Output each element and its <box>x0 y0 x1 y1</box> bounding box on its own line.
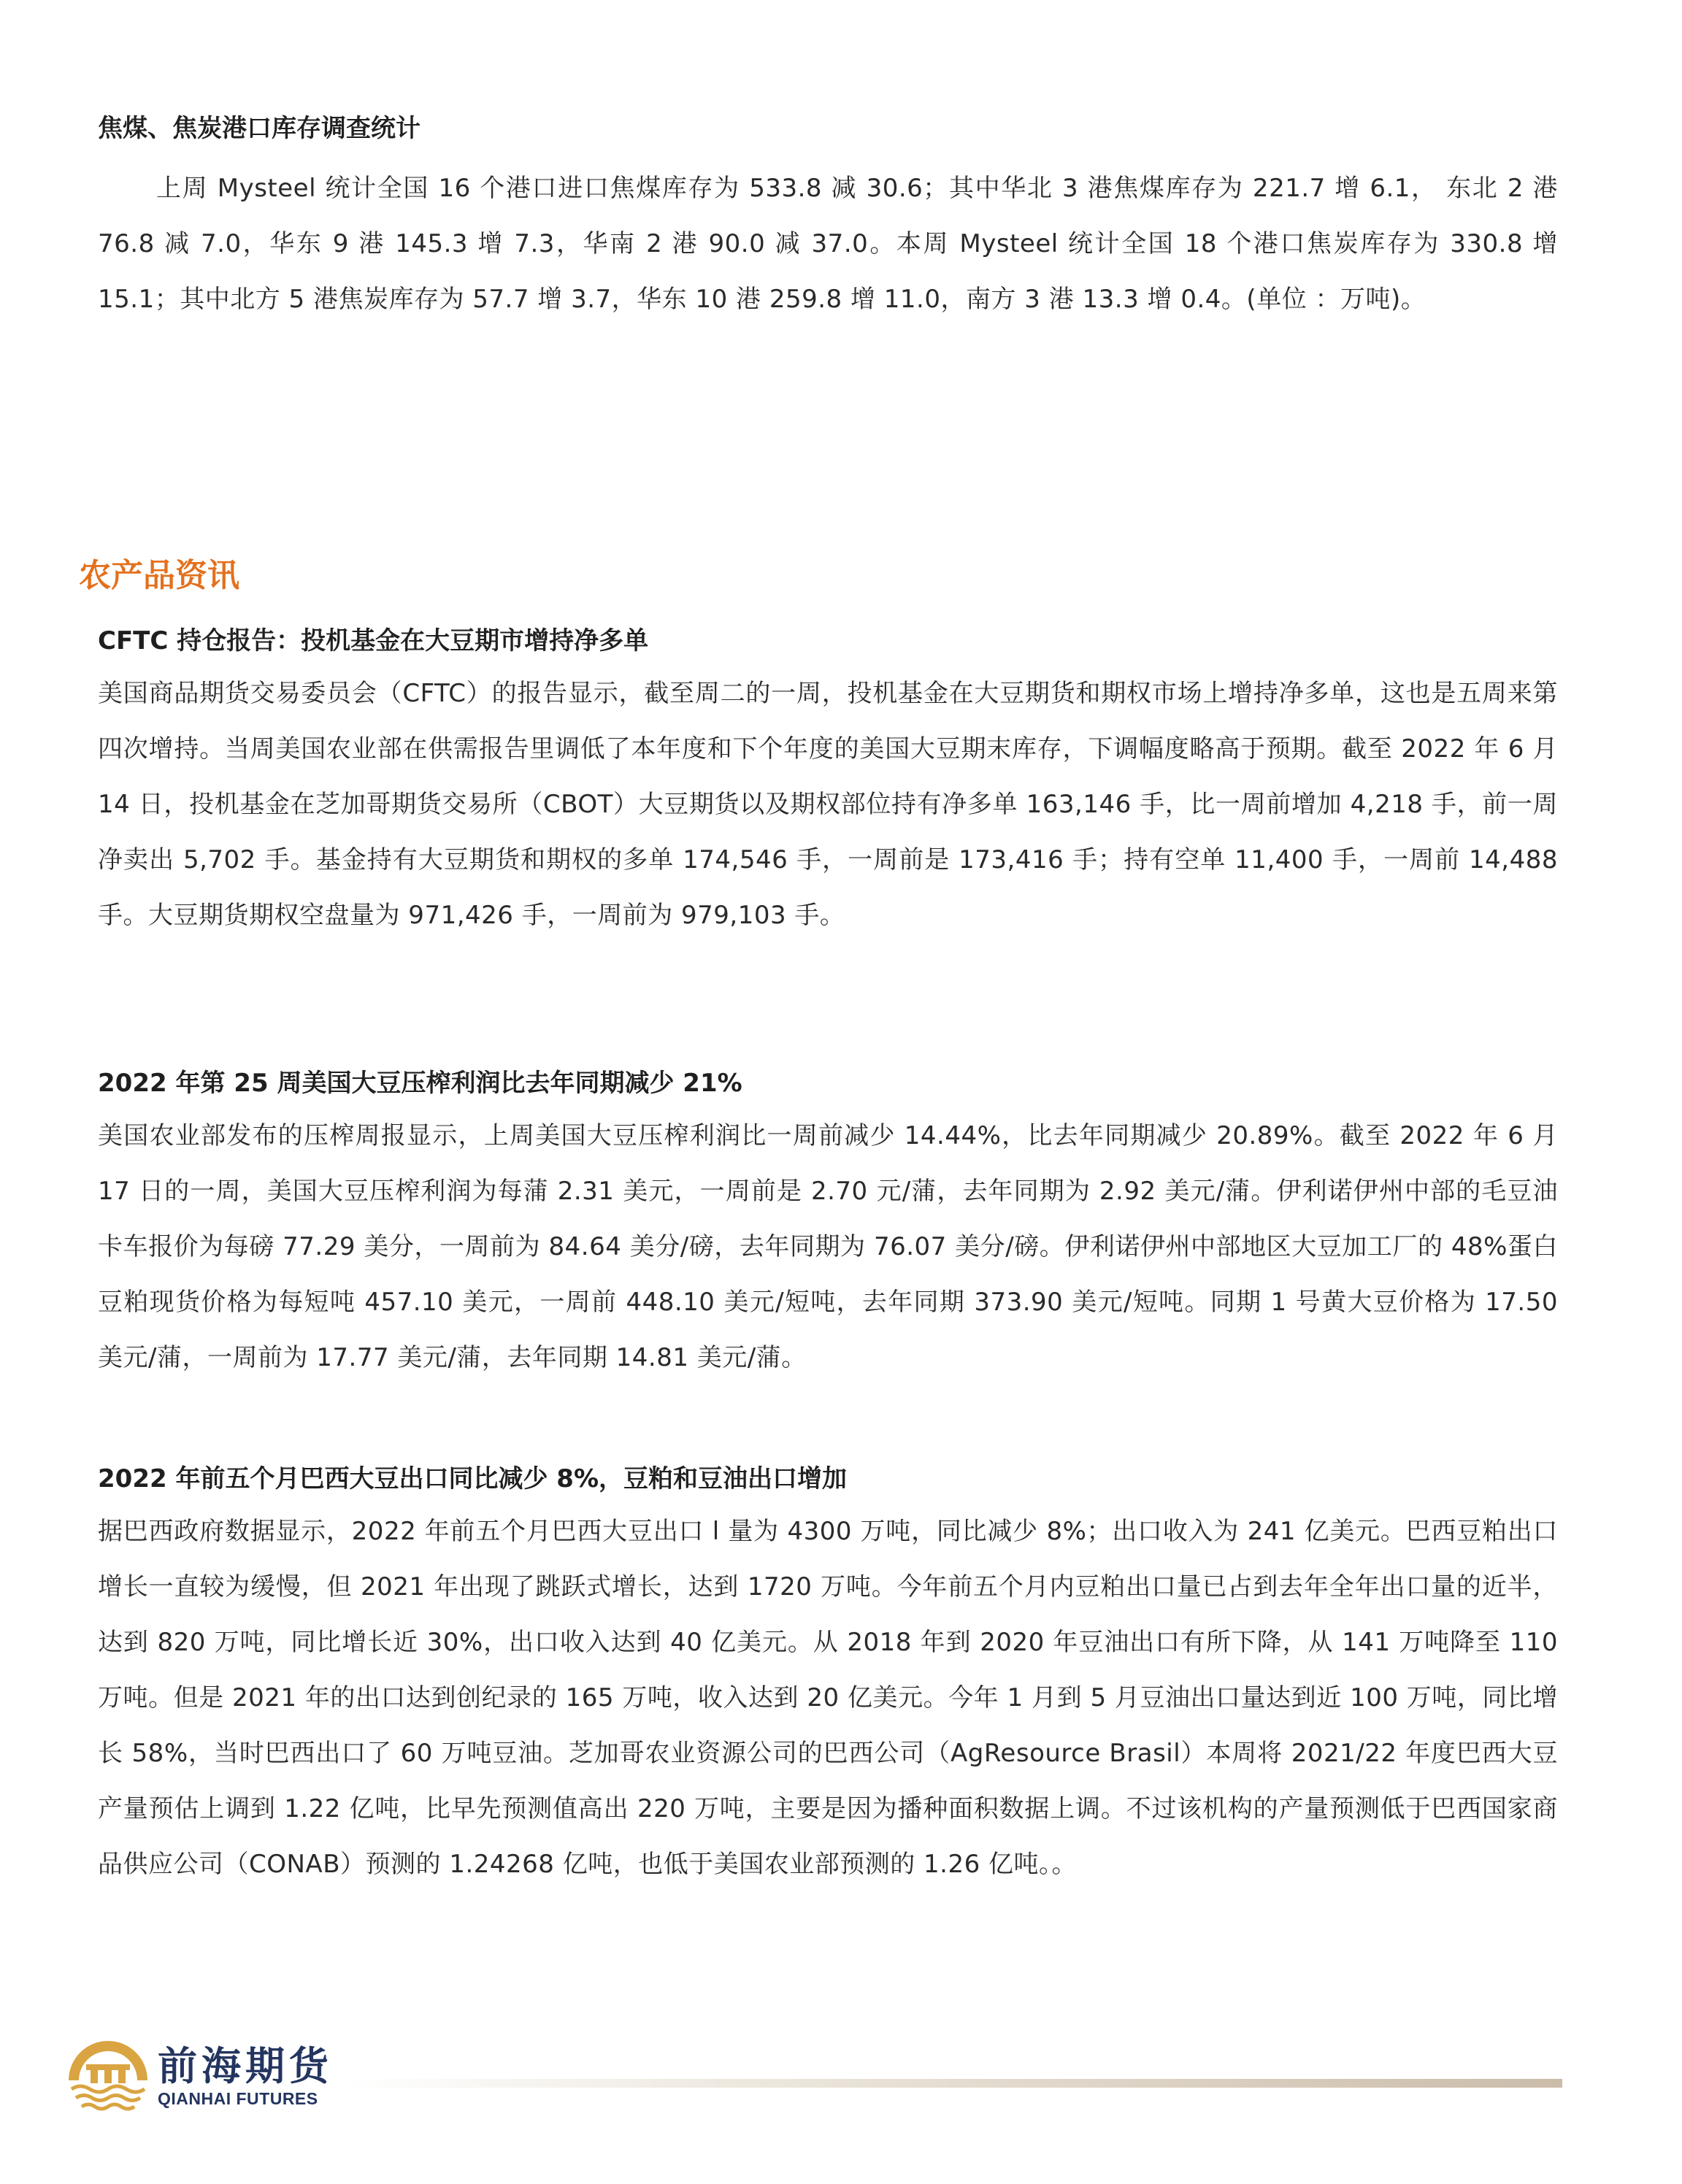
section-title: 农产品资讯 <box>79 557 239 594</box>
article-heading: CFTC 持仓报告：投机基金在大豆期市增持净多单 <box>98 626 649 655</box>
article-cftc <box>98 622 1558 943</box>
logo-chinese-name: 前海期货 <box>158 2042 333 2089</box>
coal-inventory-section <box>98 109 1558 327</box>
footer-divider <box>346 2079 1562 2088</box>
qianhai-logo-icon <box>64 2035 152 2115</box>
article-crush-margin <box>98 1064 1558 1385</box>
article-body: 美国农业部发布的压榨周报显示，上周美国大豆压榨利润比一周前减少 14.44%，比去年同期减少 20.89%。截至 2022 年 6 月 17 日的一周，美国大豆压榨利润为每蒲 2.31 美元，一周前是 2.70 元/蒲，去年同期为 2.92 美元/蒲。伊利诺伊州中部的毛豆油卡车报价为每磅 77.29 美分，一周前为 84.64 美分/磅，去年同期为 76.07 美分/磅。伊利诺伊州中部地区大豆加工厂的 48%蛋白豆粕现货价格为每短吨 457.10 美元，一周前 448.10 美元/短吨，去年同期 373.90 美元/短吨。同期 1 号黄大豆价格为 17.50 美元/蒲，一周前为 17.77 美元/蒲，去年同期 14.81 美元/蒲。 <box>98 1121 1558 1372</box>
coal-inventory-paragraph: 上周 Mysteel 统计全国 16 个港口进口焦煤库存为 533.8 减 30.6；其中华北 3 港焦煤库存为 221.7 增 6.1， 东北 2 港 76.8 减 7.0，华东 9 港 145.3 增 7.3，华南 2 港 90.0 减 37.0。本周 Mysteel 统计全国 18 个港口焦炭库存为 330.8 增 15.1；其中北方 5 港焦炭库存为 57.7 增 3.7，华东 10 港 259.8 增 11.0，南方 3 港 13.3 增 0.4。(单位 ：万吨)。 <box>98 174 1558 314</box>
logo-english-name: QIANHAI FUTURES <box>158 2089 318 2108</box>
coal-inventory-heading: 焦煤、焦炭港口库存调查统计 <box>98 114 420 143</box>
article-body: 据巴西政府数据显示，2022 年前五个月巴西大豆出口 l 量为 4300 万吨，同比减少 8%；出口收入为 241 亿美元。巴西豆粕出口增长一直较为缓慢，但 2021 年出现了跳跃式增长，达到 1720 万吨。今年前五个月内豆粕出口量已占到去年全年出口量的近半，达到 820 万吨，同比增长近 30%，出口收入达到 40 亿美元。从 2018 年到 2020 年豆油出口有所下降，从 141 万吨降至 110 万吨。但是 2021 年的出口达到创纪录的 165 万吨，收入达到 20 亿美元。今年 1 月到 5 月豆油出口量达到近 100 万吨，同比增长 58%，当时巴西出口了 60 万吨豆油。芝加哥农业资源公司的巴西公司（AgResource Brasil）本周将 2021/22 年度巴西大豆产量预估上调到 1.22 亿吨，比早先预测值高出 220 万吨，主要是因为播种面积数据上调。不过该机构的产量预测低于巴西国家商品供应公司（CONAB）预测的 1.24268 亿吨，也低于美国农业部预测的 1.26 亿吨。。 <box>98 1517 1558 1879</box>
article-body: 美国商品期货交易委员会（CFTC）的报告显示，截至周二的一周，投机基金在大豆期货和期权市场上增持净多单，这也是五周来第四次增持。当周美国农业部在供需报告里调低了本年度和下个年度的美国大豆期末库存，下调幅度略高于预期。截至 2022 年 6 月 14 日，投机基金在芝加哥期货交易所（CBOT）大豆期货以及期权部位持有净多单 163,146 手，比一周前增加 4,218 手，前一周净卖出 5,702 手。基金持有大豆期货和期权的多单 174,546 手，一周前是 173,416 手；持有空单 11,400 手，一周前 14,488 手。大豆期货期权空盘量为 971,426 手，一周前为 979,103 手。 <box>98 679 1558 930</box>
article-heading: 2022 年第 25 周美国大豆压榨利润比去年同期减少 21% <box>98 1069 742 1098</box>
article-heading: 2022 年前五个月巴西大豆出口同比减少 8%，豆粕和豆油出口增加 <box>98 1464 848 1493</box>
article-brazil-exports <box>98 1460 1558 1892</box>
